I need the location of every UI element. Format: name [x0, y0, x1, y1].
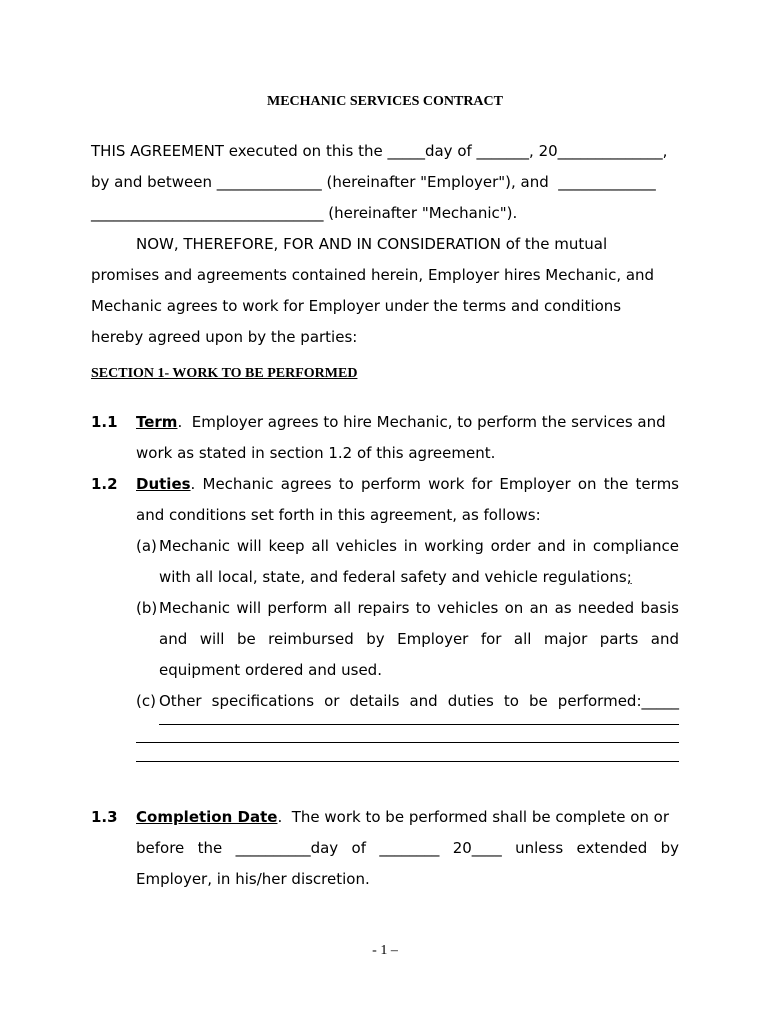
- intro-line-5: promises and agreements contained herein, Employer hires Mechanic, and: [91, 266, 655, 284]
- document-title: MECHANIC SERVICES CONTRACT: [267, 94, 503, 109]
- item-1-1-line-2: work as stated in section 1.2 of this agreement.: [136, 444, 496, 462]
- sub-a-line-2-text: with all local, state, and federal safety and vehicle regulations: [159, 568, 627, 586]
- sub-c-marker: (c): [136, 692, 156, 710]
- item-1-3-line-3: Employer, in his/her discretion.: [136, 870, 370, 888]
- item-1-3-number: 1.3: [91, 808, 118, 826]
- item-1-1-line-1: [136, 413, 666, 431]
- item-1-3-label: Completion Date: [136, 808, 278, 826]
- item-1-1-text: . Employer agrees to hire Mechanic, to perform the services and: [177, 413, 666, 431]
- item-1-2-text: . Mechanic agrees to perform work for Employer on the terms: [190, 475, 679, 493]
- page-number: - 1 –: [372, 943, 398, 958]
- item-1-3-line-2: before the __________day of ________ 20____ unless extended by: [136, 839, 679, 857]
- item-1-3-text: . The work to be performed shall be complete on or: [277, 808, 669, 826]
- intro-line-3: _______________________________ (hereinafter "Mechanic").: [91, 204, 518, 222]
- item-1-2-number: 1.2: [91, 475, 118, 493]
- sub-b-line-1: Mechanic will perform all repairs to vehicles on an as needed basis: [159, 599, 679, 617]
- item-1-1-number: 1.1: [91, 413, 118, 431]
- intro-line-1: THIS AGREEMENT executed on this the _____day of _______, 20______________,: [91, 142, 668, 160]
- intro-line-6: Mechanic agrees to work for Employer under the terms and conditions: [91, 297, 622, 315]
- sub-c-line-1: Other specifications or details and duties to be performed:_____: [159, 692, 679, 710]
- sub-b-marker: (b): [136, 599, 158, 617]
- blank-line-3: [136, 761, 679, 762]
- sub-a-line-2: [159, 568, 632, 586]
- sub-a-line-2-end: ;: [626, 568, 632, 586]
- blank-line-2: [136, 742, 679, 743]
- item-1-1-label: Term: [136, 413, 178, 431]
- item-1-2-line-2: and conditions set forth in this agreement, as follows:: [136, 506, 541, 524]
- intro-line-2: by and between ______________ (hereinafter "Employer"), and _____________: [91, 173, 656, 191]
- sub-b-line-2: and will be reimbursed by Employer for all major parts and: [159, 630, 679, 648]
- item-1-2-line-1: [136, 475, 679, 493]
- section-1-heading: SECTION 1- WORK TO BE PERFORMED: [91, 366, 358, 381]
- sub-a-line-1: Mechanic will keep all vehicles in working order and in compliance: [159, 537, 679, 555]
- item-1-2-label: Duties: [136, 475, 191, 493]
- intro-line-4: NOW, THEREFORE, FOR AND IN CONSIDERATION of the mutual: [136, 235, 608, 253]
- sub-a-marker: (a): [136, 537, 157, 555]
- blank-line-1: [159, 724, 679, 725]
- intro-line-7: hereby agreed upon by the parties:: [91, 328, 358, 346]
- item-1-3-line-1: [136, 808, 669, 826]
- sub-b-line-3: equipment ordered and used.: [159, 661, 382, 679]
